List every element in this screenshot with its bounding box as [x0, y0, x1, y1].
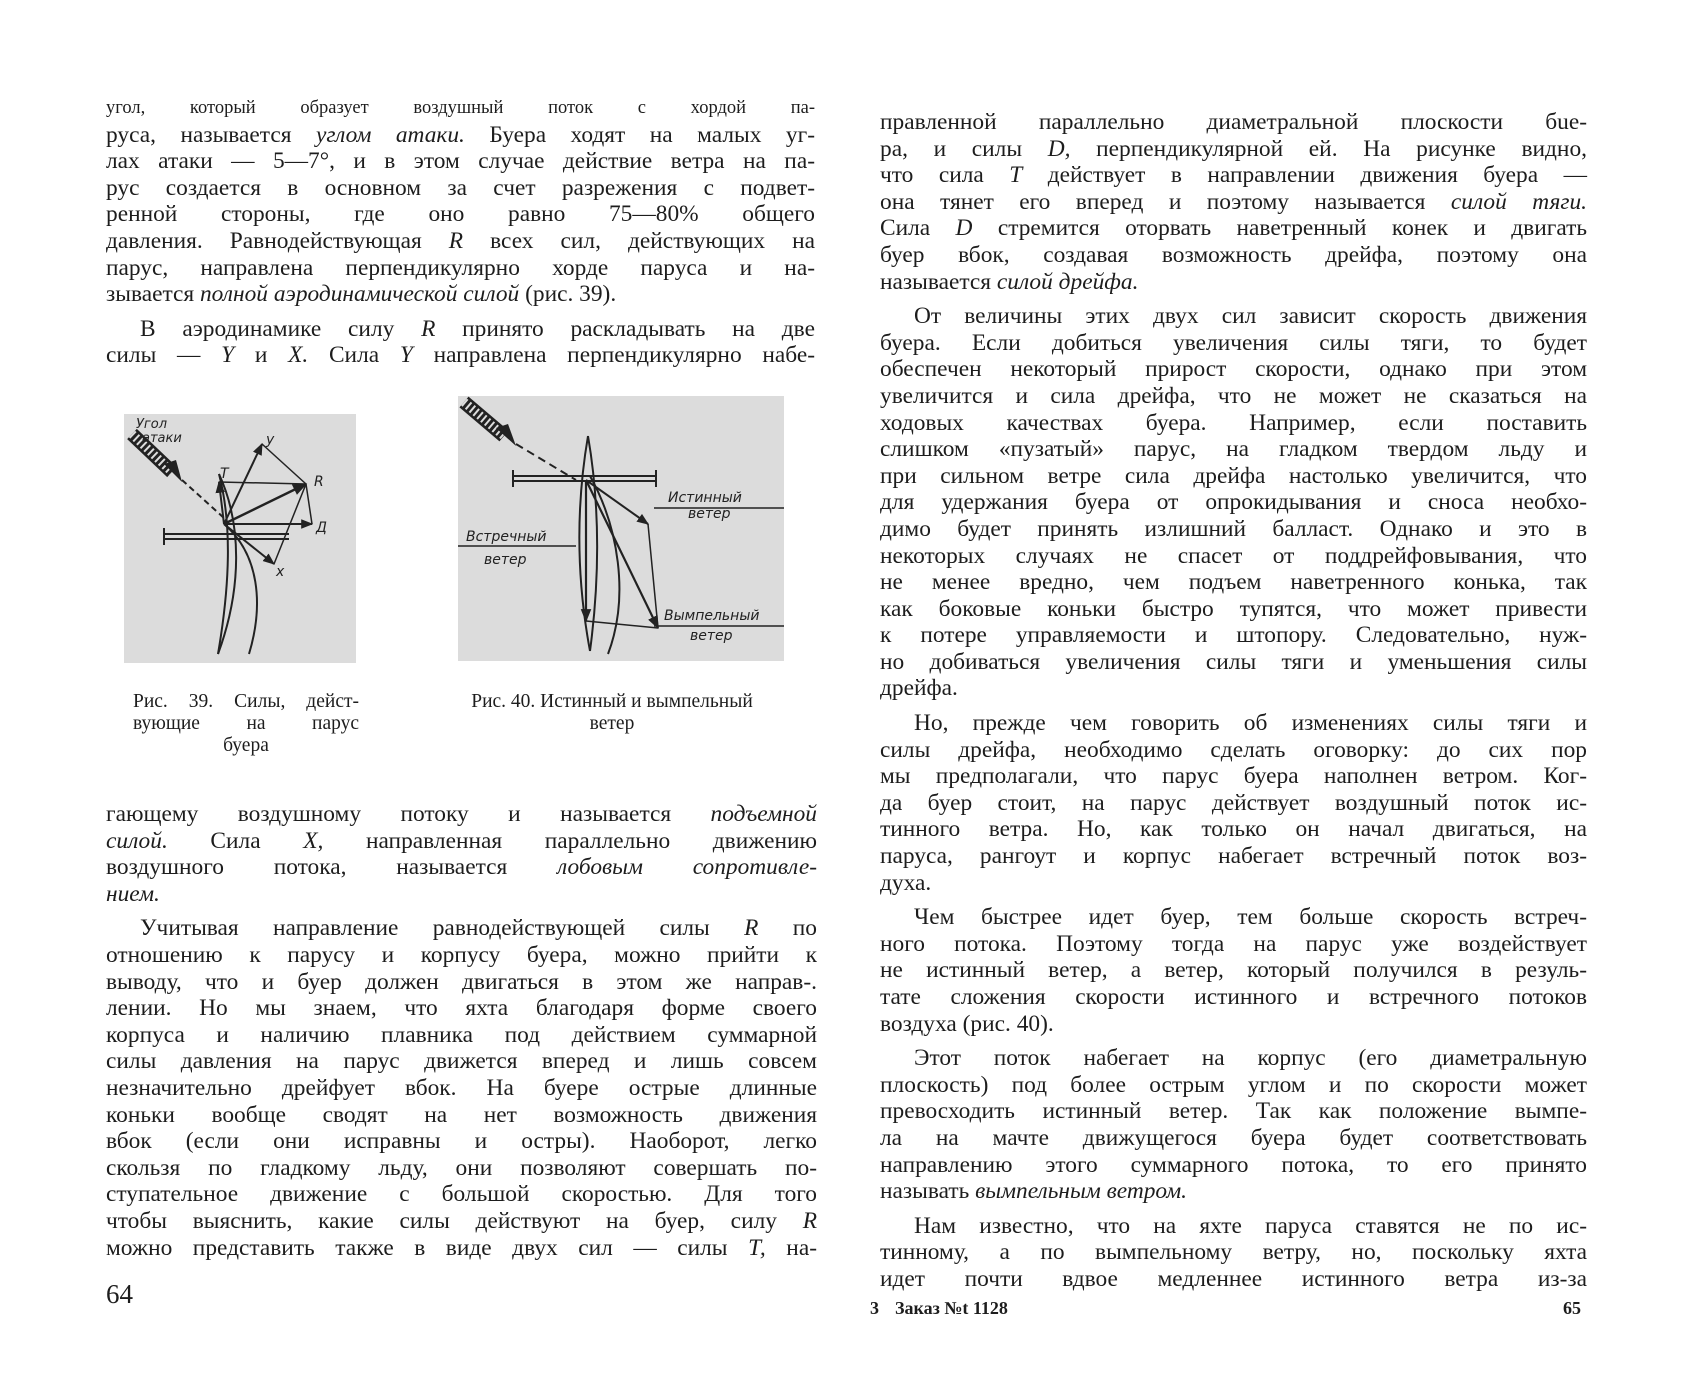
wind-arrow-icon — [464, 402, 516, 446]
page-number-left: 64 — [106, 1279, 133, 1309]
paragraph-line: руса, называется углом атаки. Буера ходят на малых уг- — [106, 121, 815, 148]
label-true-wind: Истинный — [668, 490, 742, 506]
label-angle-of-attack-2: атаки — [142, 431, 182, 446]
label-r: R — [314, 474, 324, 490]
footer-sheet-number: 3 — [870, 1298, 879, 1318]
left-page — [0, 0, 852, 1395]
paragraph: Нам известно, что на яхте паруса ставятся не по ис- — [914, 1212, 1587, 1239]
paragraph: Чем быстрее идет буер, тем больше скорость встреч- — [914, 904, 1587, 931]
figure-40-caption: Рис. 40. Истинный и вымпельный ветер — [471, 691, 753, 734]
label-t: Т — [220, 466, 229, 482]
paragraph: гающему воздушному потоку и называется подъемной — [106, 801, 817, 827]
label-pennant-wind: Вымпельный — [664, 608, 760, 624]
paragraph: От величины этих двух сил зависит скорость движения — [914, 303, 1587, 330]
vector-r — [224, 484, 306, 524]
label-d: Д — [316, 520, 327, 536]
footer-order-info — [870, 1298, 1008, 1319]
figure-39-drawing — [124, 414, 356, 663]
footer-order-number: Заказ №t 1128 — [895, 1298, 1008, 1318]
left-text-top: угол, который образует воздушный поток с хордой па- руса, называется углом атаки. Буера ходят на малых уг- лах атаки — 5—7°, и в этом случае действие ветра на па- рус создается в основном за счет разрежения с подвет- ренной стороны, где оно равно 75—80% общего давления. Равнодействующая R всех сил, действующих на парус, направлена перпендикулярно хорде паруса и на- зывается полной аэродинамической силой (рис. 39). В аэродинамике силу R принято раскладывать на две силы — Y и X. Сила Y направлена перпендикулярно набе- — [106, 95, 815, 369]
label-angle-of-attack: Угол — [136, 417, 168, 432]
label-x: х — [276, 564, 285, 580]
sail-outline — [579, 436, 590, 651]
label-pennant-wind-2: ветер — [690, 628, 733, 644]
figure-40-true-and-apparent-wind — [458, 396, 784, 661]
label-true-wind-2: ветер — [688, 506, 731, 522]
label-oncoming-wind: Встречный — [466, 529, 547, 545]
page-number-right: 65 — [1563, 1298, 1581, 1318]
right-text: правленной параллельно диаметральной плоскости бue- ра, и силы D, перпендикулярной ей. На рисунке видно, что сила Т действует в направлении движения буера — она тянет его вперед и поэтому называется силой тяги. Сила D стремится оторвать наветренный конек и двигать буер вбок, создавая возможность дрейфа, поэтому она называется силой дрейфа. От величины этих двух сил зависит скорость движения буера. Если добиться увеличения силы тяги, то будет обеспечен некоторый прирост скорости, однако при этом увеличится и сила дрейфа, что не может не сказаться на ходовых качествах буера. Например, если поставить слишком «пузатый» парус, на гладком твердом льду и при сильном ветре сила дрейфа настолько увеличится, что для удержания буера от опрокидывания и сноса необхо- димо будет принять излишний балласт. Однако и это в некоторых случаях не спасет от поддрейфовывания, что не менее вредно, чем подъем наветренного конька, так как боковые коньки быстро тупятся, что может привести к потере управляемости и штопору. Следовательно, нуж- но добиваться увеличения силы тяги и уменьшения силы дрейфа. Но, прежде чем говорить об изменениях силы тяги и силы дрейфа, необходимо сделать оговорку: до сих пор мы предполагали, что парус буера наполнен ветром. Ког- да буер стоит, на парус действует воздушный поток ис- тинного ветра. Но, как только он начал двигаться, на паруса, рангоут и корпус набегает встречный поток воз- духа. Чем быстрее идет буер, тем больше скорость встреч- ного потока. Поэтому тогда на парус уже воздействует не истинный ветер, а ветер, который получился в резуль- тате сложения скорости истинного и встречного потоков воздуха (рис. 40). Этот поток набегает на корпус (его диаметральную плоскость) под более острым углом и по скорости может превосходить истинный ветер. Так как положение вымпе- ла на мачте движущегося буера будет соответствовать направлению этого суммарного потока, то его принято называть вымпельным ветром. Нам известно, что на яхте паруса ставятся не по ис- тинному, а по вымпельному ветру, но, поскольку яхта идет почти вдвое медленнее истинного ветра из-за — [880, 109, 1587, 1292]
paragraph: В аэродинамике силу R принято раскладывать на две — [140, 315, 815, 342]
paragraph: Но, прежде чем говорить об изменениях силы тяги и — [914, 710, 1587, 737]
figure-39-sail-forces — [124, 414, 356, 663]
left-text-bottom: гающему воздушному потоку и называется подъемной силой. Сила X, направленная параллельно движению воздушного потока, называется лобовым сопротивле- нием. Учитывая направление равнодействующей силы R по отношению к парусу и корпусу буера, можно прийти к выводу, что и буер должен двигаться в этом же направ-. лении. Но мы знаем, что яхта благодаря форме своего корпуса и наличию плавника под действием суммарной силы давления на парус движется вперед и лишь совсем незначительно дрейфует вбок. На буере острые длинные коньки вообще сводят на нет возможность движения вбок (если они исправны и остры). Наоборот, легко скользя по гладкому льду, они позволяют совершать по- ступательное движение с большой скоростью. Для того чтобы выяснить, какие силы действуют на буер, силу R можно представить также в виде двух сил — силы Т, на- — [106, 801, 817, 1261]
paragraph: Этот поток набегает на корпус (его диаметральную — [914, 1045, 1587, 1072]
paragraph: правленной параллельно диаметральной плоскости бue- — [880, 109, 1587, 135]
label-y: у — [266, 432, 275, 448]
right-page — [852, 0, 1705, 1395]
figure-39-caption: Рис. 39. Силы, дейст- вующие на парус буера — [133, 691, 359, 756]
paragraph: Учитывая направление равнодействующей силы R по — [140, 915, 817, 942]
figure-40-drawing — [458, 396, 784, 661]
sail-outline — [224, 524, 257, 654]
wind-line — [182, 480, 224, 518]
paragraph: угол, который образует воздушный поток с хордой па- — [106, 98, 815, 118]
label-oncoming-wind-2: ветер — [484, 552, 527, 568]
vector-y — [224, 444, 262, 524]
